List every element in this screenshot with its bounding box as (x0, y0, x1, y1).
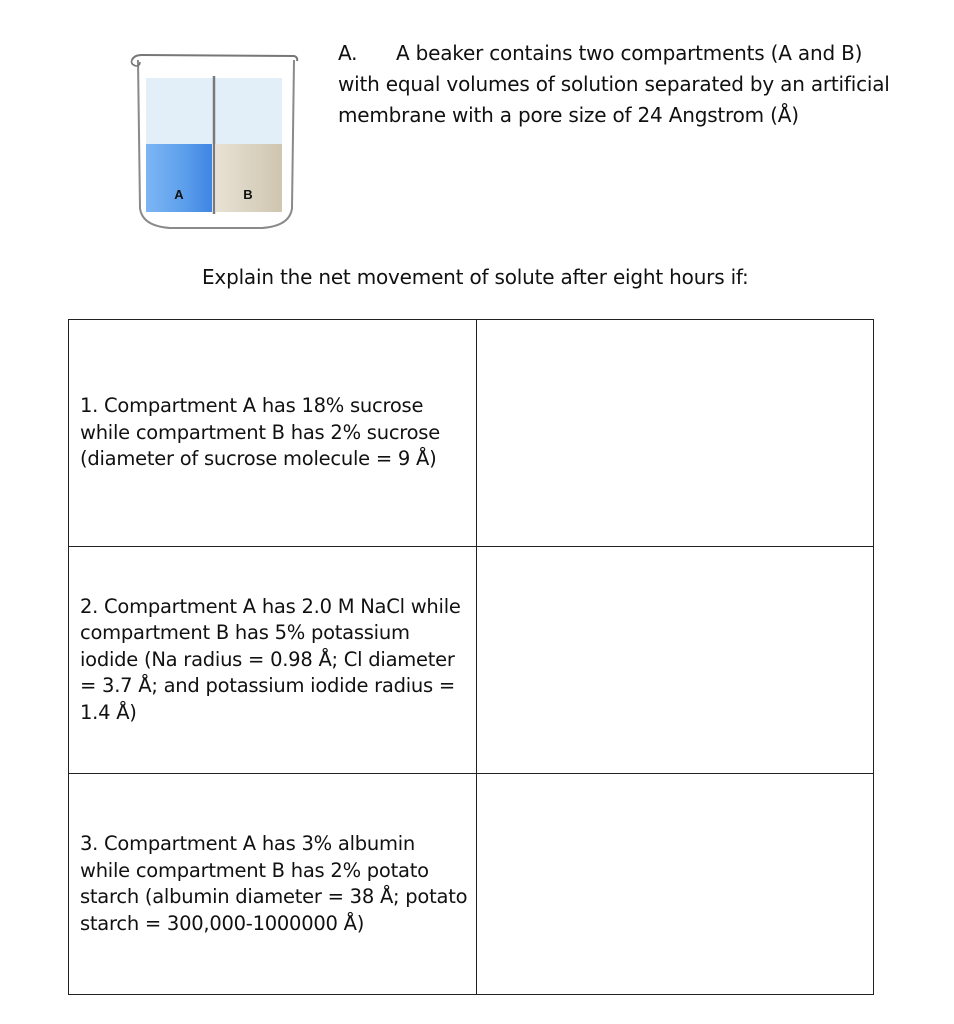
question-1-text: 1. Compartment A has 18% sucrose while compartment B has 2% sucrose (diameter of sucrose molecule = 9 Å) (80, 394, 440, 471)
table-row (69, 774, 873, 994)
question-cell (69, 320, 477, 546)
table-row (69, 547, 873, 774)
beaker-rim (132, 55, 297, 61)
compartment-a-label: A (174, 187, 184, 202)
question-cell (69, 547, 477, 773)
question-2-text: 2. Compartment A has 2.0 M NaCl while compartment B has 5% potassium iodide (Na radius = 0.98 Å; Cl diameter = 3.7 Å; and potassium iodide radius = 1.4 Å) (80, 594, 461, 724)
answer-cell-3[interactable] (477, 774, 873, 994)
answer-cell-2[interactable] (477, 547, 873, 773)
question-cell (69, 774, 477, 994)
question-3-text: 3. Compartment A has 3% albumin while compartment B has 2% potato starch (albumin diameter = 38 Å; potato starch = 300,000-1000000 Å) (80, 832, 468, 935)
table-row (69, 320, 873, 547)
intro-rest-text: with equal volumes of solution separated by an artificial membrane with a pore size of 24 Angstrom (Å) (338, 72, 890, 127)
intro-paragraph (338, 38, 928, 131)
beaker-diagram (130, 50, 302, 236)
question-prompt: Explain the net movement of solute after eight hours if: (202, 265, 749, 289)
compartment-b-label: B (243, 187, 253, 202)
intro-marker: A. (338, 41, 358, 65)
intro-first-line (338, 38, 928, 69)
answer-cell-1[interactable] (477, 320, 873, 546)
question-table (68, 319, 874, 995)
intro-line1-text: A beaker contains two compartments (A and B) (396, 41, 863, 65)
